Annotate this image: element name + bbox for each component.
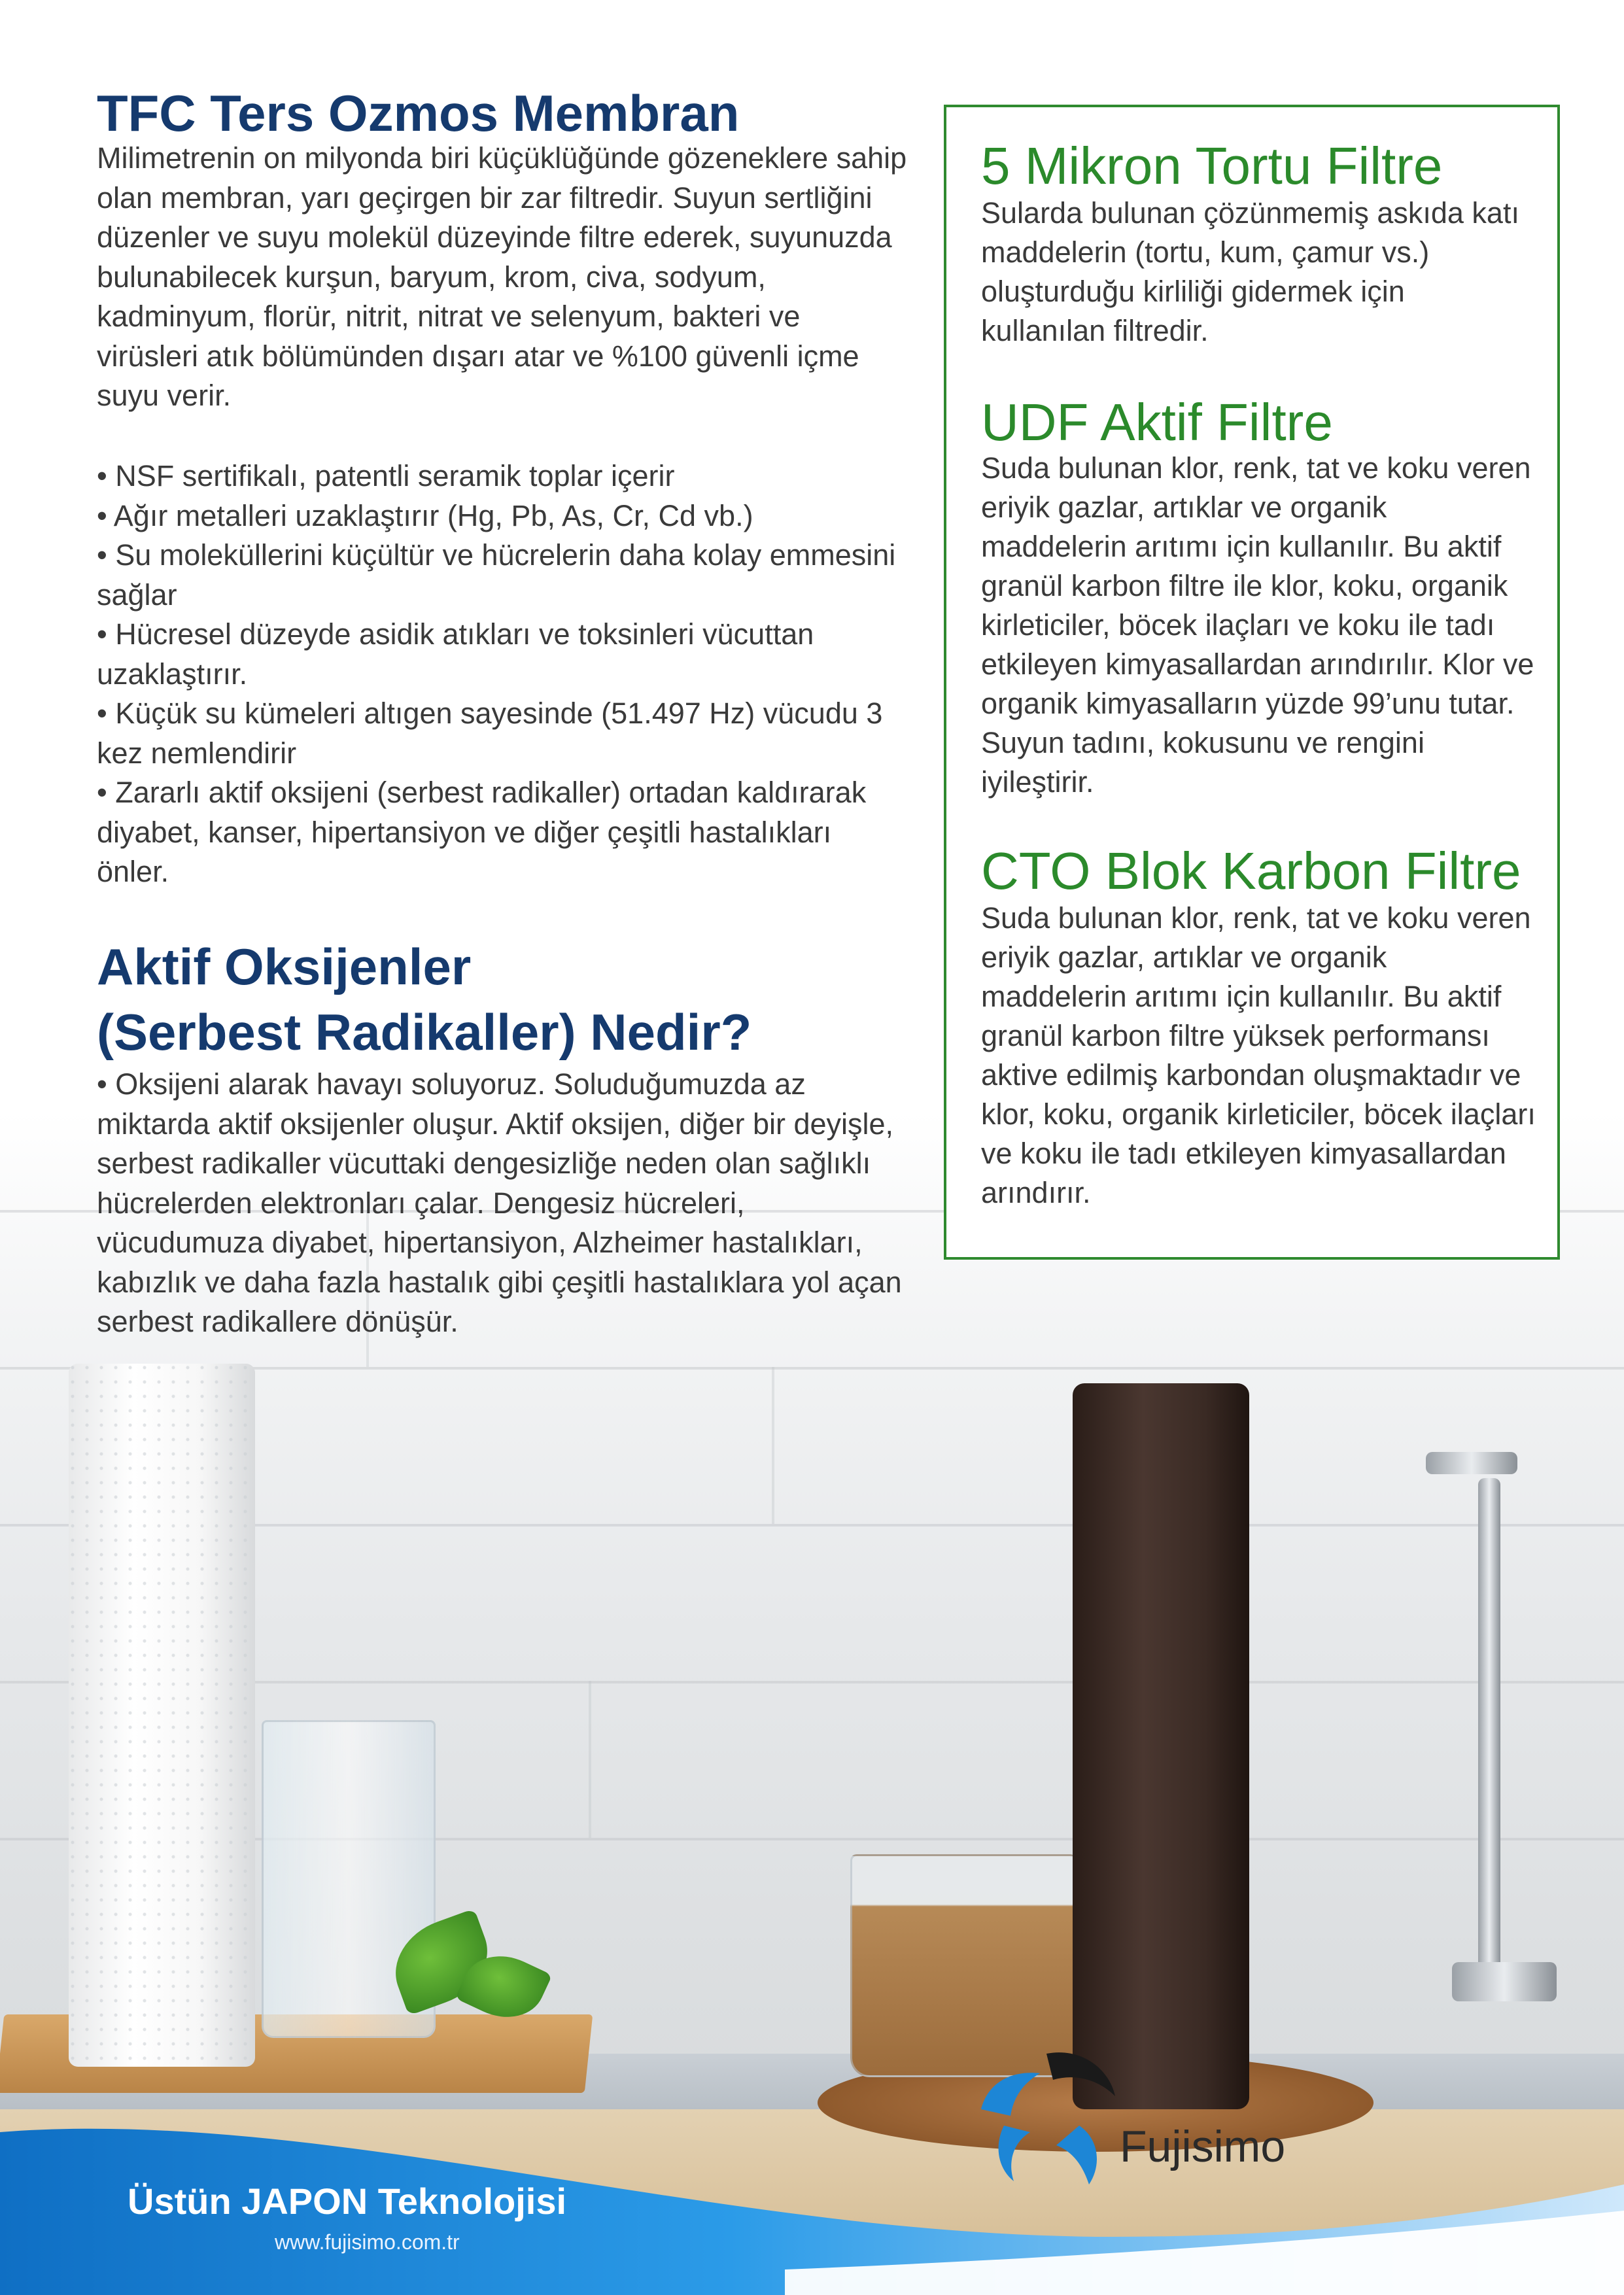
faucet-spout xyxy=(1426,1452,1517,1474)
active-oxygen-title-line2: (Serbest Radikaller) Nedir? xyxy=(97,1003,752,1061)
active-oxygen-title xyxy=(97,934,752,1065)
sediment-filter-cartridge xyxy=(69,1364,255,2067)
faucet-pipe xyxy=(1478,1478,1500,1988)
tfc-feature-list xyxy=(97,457,908,892)
feature-item: • NSF sertifikalı, patentli seramik toplar içerir xyxy=(97,459,675,492)
cto-filter-text: Suda bulunan klor, renk, tat ve koku veren eriyik gazlar, artıklar ve organik maddelerin arıtımı için kullanılır. Bu aktif granül karbon filtre yüksek performansı aktive edilmiş karbondan oluşmaktadır ve klor, koku, organik kirleticiler, böcek ilaçları ve koku ile tadı etkileyen kimyasallardan arındırır. xyxy=(981,901,1536,1209)
brand-name: Fujisimo xyxy=(1120,2122,1286,2171)
feature-item: • Ağır metalleri uzaklaştırır (Hg, Pb, As, Cr, Cd vb.) xyxy=(97,498,753,532)
active-oxygen-text: • Oksijeni alarak havayı soluyoruz. Soluduğumuzda az miktarda aktif oksijenler oluşur. Aktif oksijen, diğer bir deyişle, serbest radikaller vücuttaki dengesizliğe neden olan sağlıklı hücrelerden elektronları çalar. Dengesiz hücreleri, vücudumuza diyabet, hipertansiyon, Alzheimer hastalıkları, kabızlık ve daha fazla hastalık gibi çeşitli hastalıklara yol açan serbest radikallere dönüşür. xyxy=(97,1067,902,1338)
carbon-filter-cartridge xyxy=(1073,1383,1249,2109)
sediment-filter-title: 5 Mikron Tortu Filtre xyxy=(981,137,1443,195)
website-link[interactable]: www.fujisimo.com.tr xyxy=(275,2230,460,2254)
faucet-base xyxy=(1452,1962,1557,2001)
feature-item: • Su moleküllerini küçültür ve hücrelerin daha kolay emmesini sağlar xyxy=(97,538,896,612)
feature-item: • Küçük su kümeleri altıgen sayesinde (51.497 Hz) vücudu 3 kez nemlendirir xyxy=(97,697,883,770)
footer-tagline: Üstün JAPON Teknolojisi xyxy=(128,2181,567,2222)
tile-joint xyxy=(772,1367,774,1524)
active-oxygen-title-line1: Aktif Oksijenler xyxy=(97,938,472,995)
udf-filter-title: UDF Aktif Filtre xyxy=(981,393,1333,451)
feature-item: • Zararlı aktif oksijeni (serbest radikaller) ortadan kaldırarak diyabet, kanser, hipertansiyon ve diğer çeşitli hastalıkları önler. xyxy=(97,776,867,888)
cto-filter-title: CTO Blok Karbon Filtre xyxy=(981,842,1521,900)
fujisimo-logo-icon xyxy=(968,2034,1138,2204)
tfc-membrane-description: Milimetrenin on milyonda biri küçüklüğünde gözeneklere sahip olan membran, yarı geçirgen bir zar filtredir. Suyun sertliğini düzenler ve suyu molekül düzeyinde filtre ederek, suyunuzda bulunabilecek kurşun, baryum, krom, civa, sodyum, kadminyum, florür, nitrit, nitrat ve selenyum, bakteri ve virüsleri atık bölümünden dışarı atar ve %100 güvenli içme suyu verir. xyxy=(97,141,907,412)
tfc-membrane-title: TFC Ters Ozmos Membran xyxy=(97,84,740,142)
feature-item: • Hücresel düzeyde asidik atıkları ve toksinleri vücuttan uzaklaştırır. xyxy=(97,617,814,691)
sediment-filter-text: Sularda bulunan çözünmemiş askıda katı maddelerin (tortu, kum, çamur vs.) oluşturduğu kirliliği gidermek için kullanılan filtredir. xyxy=(981,196,1519,347)
udf-filter-text: Suda bulunan klor, renk, tat ve koku veren eriyik gazlar, artıklar ve organik maddelerin arıtımı için kullanılır. Bu aktif granül karbon filtre ile klor, koku, organik kirleticiler, böcek ilaçları ve koku ile tadı etkileyen kimyasallardan arındırılır. Klor ve organik kimyasalların yüzde 99’unu tutar. Suyun tadını, kokusunu ve rengini iyileştirir. xyxy=(981,451,1534,799)
tile-joint xyxy=(589,1681,591,1838)
